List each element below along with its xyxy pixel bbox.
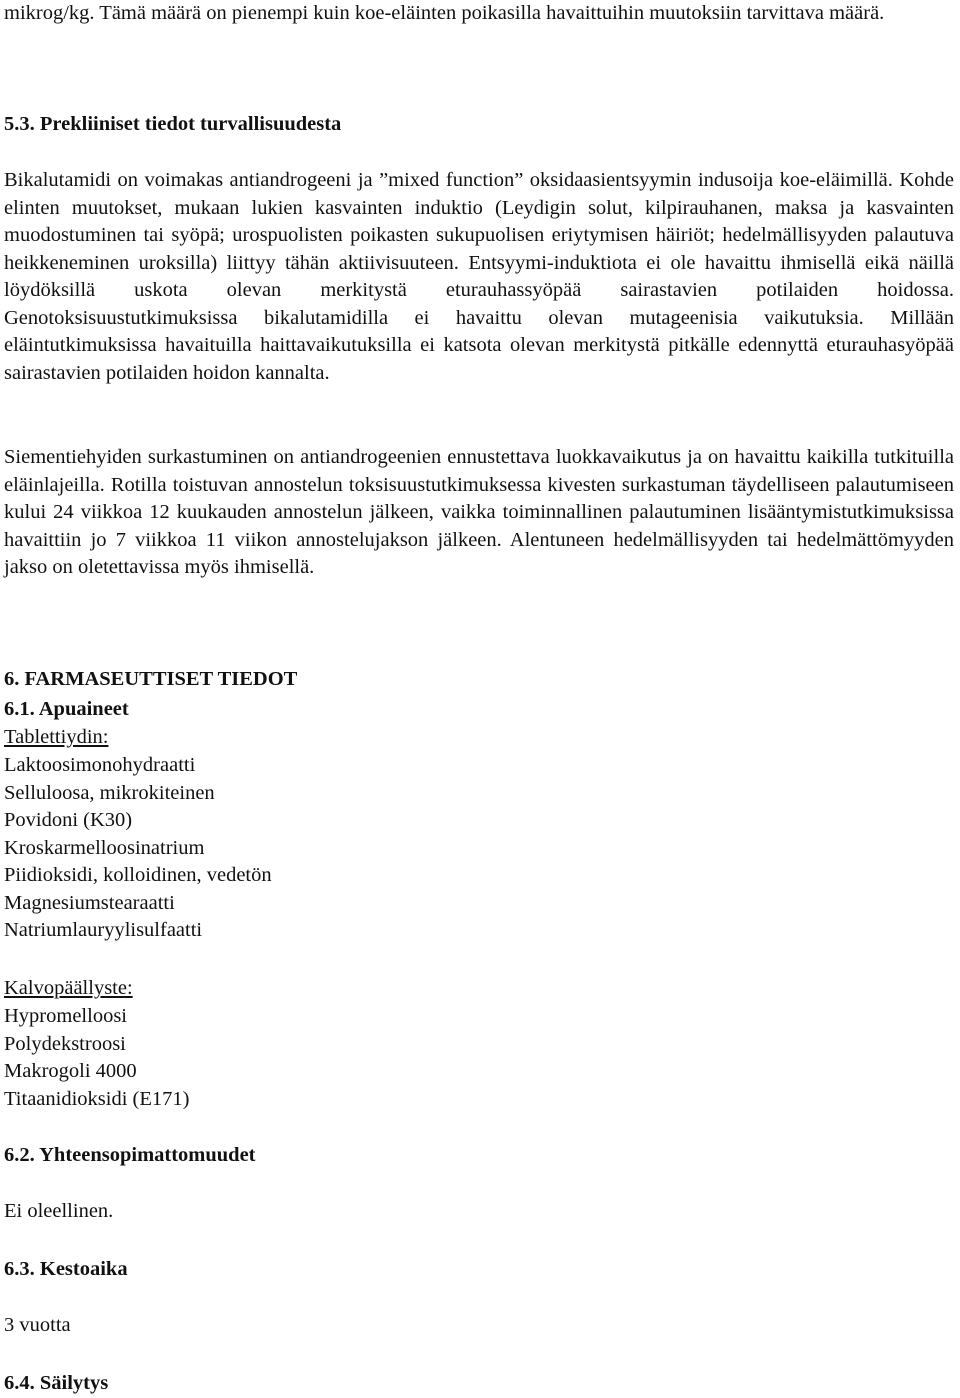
list-item: Makrogoli 4000 <box>4 1060 137 1082</box>
coating-label: Kalvopäällyste: <box>4 977 133 999</box>
section-6-heading: 6. FARMASEUTTISET TIEDOT <box>4 668 298 690</box>
list-item: Hypromelloosi <box>4 1005 127 1027</box>
list-item: Laktoosimonohydraatti <box>4 754 196 776</box>
list-item: Kroskarmelloosinatrium <box>4 836 205 859</box>
coating-ingredients-list <box>4 1003 954 1113</box>
section-6-1-heading: 6.1. Apuaineet <box>4 698 129 720</box>
core-ingredients-list <box>4 752 954 945</box>
list-item: Selluloosa, mikrokiteinen <box>4 781 215 804</box>
section-5-3-heading: 5.3. Prekliiniset tiedot turvallisuudesta <box>4 113 342 135</box>
core-label: Tablettiydin: <box>4 726 109 748</box>
list-item: Povidoni (K30) <box>4 809 133 831</box>
list-item: Magnesiumstearaatti <box>4 891 175 914</box>
list-item: Polydekstroosi <box>4 1032 126 1055</box>
section-6-2-heading: 6.2. Yhteensopimattomuudet <box>4 1144 256 1166</box>
section-5-3-paragraph-1: Bikalutamidi on voimakas antiandrogeeni ja ”mixed function” oksidaasientsyymin indusoija koe-eläimillä. Kohde elinten muutokset, mukaan lukien kasvainten induktio (Leydigin solut, kilpirauhanen, maksa ja kasvainten muodostuminen tai syöpä; urospuolisten poikasten sukupuolisen eriytymisen häiriöt; hedelmällisyyden palautuva heikkeneminen uroksilla) liittyy tähän aktiivisuuteen. Entsyymi-induktiota ei ole havaittu ihmisellä eikä näillä löydöksillä uskota olevan merkitystä eturauhassyöpää sairastavien potilaiden hoidossa. Genotoksisuustutkimuksissa bikalutamidilla ei havaittu olevan mutageenisia vaikutuksia. Millään eläintutkimuksissa havaituilla haittavaikutuksilla ei katsota olevan merkitystä pitkälle edennyttä eturauhasyöpää sairastavien potilaiden hoidon kannalta. <box>4 169 954 384</box>
list-item: Natriumlauryylisulfaatti <box>4 919 203 941</box>
intro-fragment: mikrog/kg. Tämä määrä on pienempi kuin koe-eläinten poikasilla havaittuihin muutoksiin tarvittava määrä. <box>4 2 885 24</box>
section-6-3-text: 3 vuotta <box>4 1314 71 1336</box>
section-5-3-paragraph-2: Siementiehyiden surkastuminen on antiandrogeenien ennustettava luokkavaikutus ja on havaittu kaikilla tutkituilla eläinlajeilla. Rotilla toistuvan annostelun toksisuustutkimuksessa kivesten surkastuman täydelliseen palautumiseen kului 24 viikkoa 12 kuukauden annostelun jälkeen, vaikka toiminnallinen palautuminen lisääntymistutkimuksissa havaittiin jo 7 viikkoa 11 viikon annostelujakson jälkeen. Alentuneen hedelmällisyyden tai hedelmättömyyden jakso on oletettavissa myös ihmisellä. <box>4 446 954 578</box>
list-item: Titaanidioksidi (E171) <box>4 1087 190 1110</box>
section-6-4-heading: 6.4. Säilytys <box>4 1372 109 1394</box>
section-6-2-text: Ei oleellinen. <box>4 1200 114 1222</box>
section-6-3-heading: 6.3. Kestoaika <box>4 1258 128 1280</box>
list-item: Piidioksidi, kolloidinen, vedetön <box>4 864 272 886</box>
